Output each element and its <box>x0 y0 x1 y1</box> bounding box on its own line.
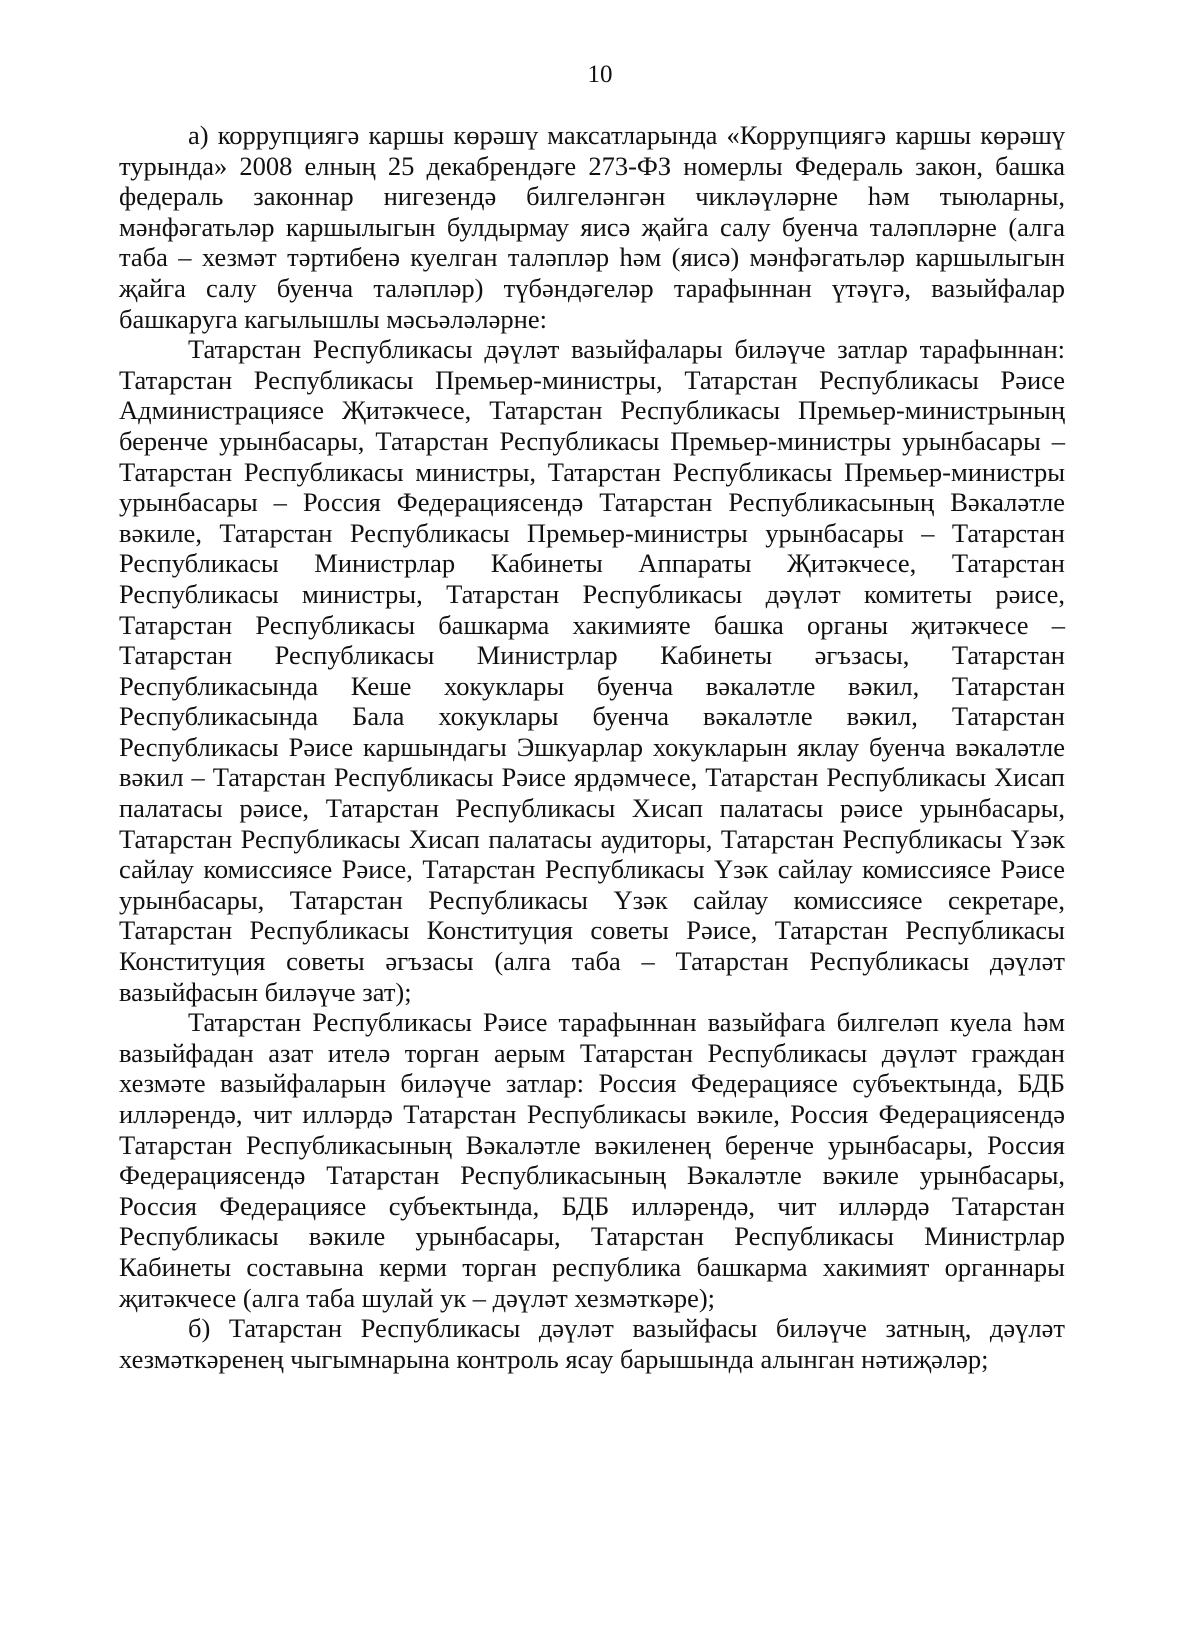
page-number: 10 <box>587 61 613 88</box>
paragraph-civil-service: Татарстан Республикасы Рәисе тарафыннан вазыйфага билгеләп куела һәм вазыйфадан азат ителә торган аерым Татарстан Республикасы дәүләт граждан хезмәте вазыйфаларын биләүче затлар: Россия Федерациясе субъектында, БДБ илләрендә, чит илләрдә Татарстан Республикасы вәкиле, Россия Федерациясендә Татарстан Республикасының Вәкаләтле вәкиленең беренче урынбасары, Россия Федерациясендә Татарстан Республикасының Вәкаләтле вәкиле урынбасары, Россия Федерациясе субъектында, БДБ илләрендә, чит илләрдә Татарстан Республикасы вәкиле урынбасары, Татарстан Республикасы Министрлар Кабинеты составына керми торган республика башкарма хакимият органнары җитәкчесе (алга таба шулай ук – дәүләт хезмәткәре); <box>119 1007 1065 1313</box>
paragraph-state-positions: Татарстан Республикасы дәүләт вазыйфалары биләүче затлар тарафыннан: Татарстан Республикасы Премьер-министры, Татарстан Республикасы Рәисе Администрациясе Җитәкчесе, Татарстан Республикасы Премьер-министрының беренче урынбасары, Татарстан Республикасы Премьер-министры урынбасары – Татарстан Республикасы министры, Татарстан Республикасы Премьер-министры урынбасары – Россия Федерациясендә Татарстан Республикасының Вәкаләтле вәкиле, Татарстан Республикасы Премьер-министры урынбасары – Татарстан Республикасы Министрлар Кабинеты Аппараты Җитәкчесе, Татарстан Республикасы министры, Татарстан Республикасы дәүләт комитеты рәисе, Татарстан Республикасы башкарма хакимияте башка органы җитәкчесе – Татарстан Республикасы Министрлар Кабинеты әгъзасы, Татарстан Республикасында Кеше хокуклары буенча вәкаләтле вәкил, Татарстан Республикасында Бала хокуклары буенча вәкаләтле вәкил, Татарстан Республикасы Рәисе каршындагы Эшкуарлар хокукларын яклау буенча вәкаләтле вәкил – Татарстан Республикасы Рәисе ярдәмчесе, Татарстан Республикасы Хисап палатасы рәисе, Татарстан Республикасы Хисап палатасы рәисе урынбасары, Татарстан Республикасы Хисап палатасы аудиторы, Татарстан Республикасы Үзәк сайлау комиссиясе Рәисе, Татарстан Республикасы Үзәк сайлау комиссиясе Рәисе урынбасары, Татарстан Республикасы Үзәк сайлау комиссиясе секретаре, Татарстан Республикасы Конституция советы Рәисе, Татарстан Республикасы Конституция советы әгъзасы (алга таба – Татарстан Республикасы дәүләт вазыйфасын биләүче зат); <box>119 334 1065 1007</box>
paragraph-a: а) коррупциягә каршы көрәшү максатларында «Коррупциягә каршы көрәшү турында» 2008 елның 25 декабрендәге 273-ФЗ номерлы Федераль закон, башка федераль законнар нигезендә билгеләнгән чикләүләрне һәм тыюларны, мәнфәгатьләр каршылыгын булдырмау яисә җайга салу буенча таләпләрне (алга таба – хезмәт тәртибенә куелган таләпләр һәм (яисә) мәнфәгатьләр каршылыгын җайга салу буенча таләпләр) түбәндәгеләр тарафыннан үтәүгә, вазыйфалар башкаруга кагылышлы мәсьәләләрне: <box>119 120 1065 334</box>
paragraph-b: б) Татарстан Республикасы дәүләт вазыйфасы биләүче затның, дәүләт хезмәткәренең чыгымнарына контроль ясау барышында алынган нәтиҗәләр; <box>119 1313 1065 1374</box>
document-body <box>119 120 1065 1374</box>
